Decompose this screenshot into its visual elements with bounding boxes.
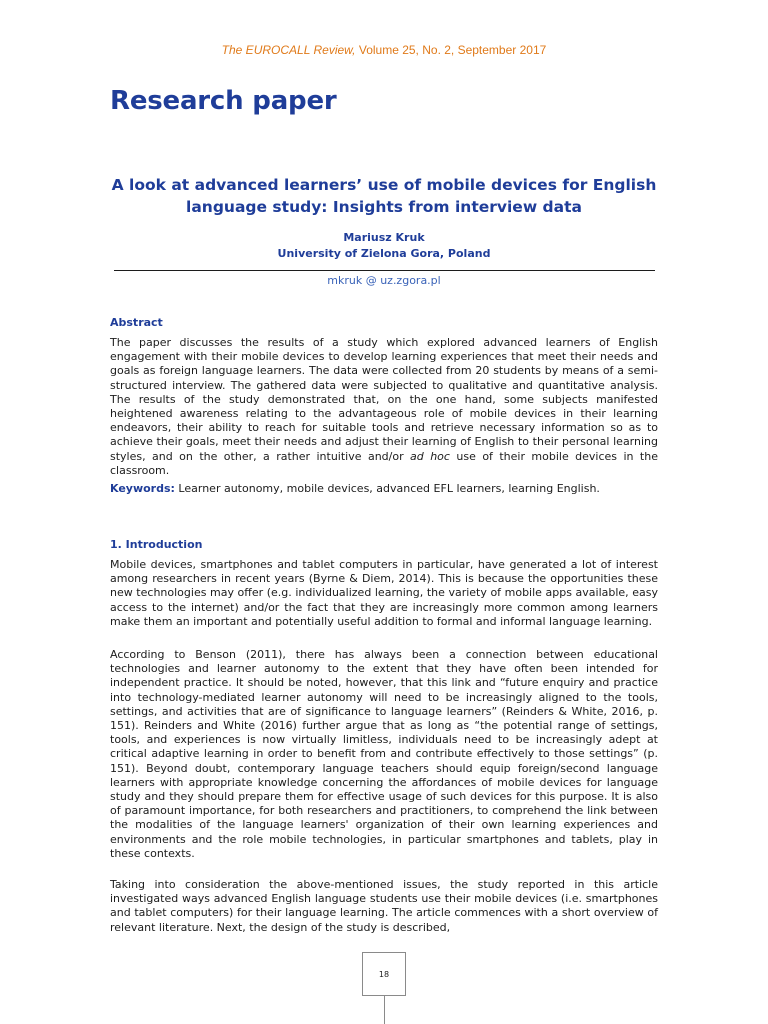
journal-name: The EUROCALL Review, xyxy=(221,43,356,57)
page-number-connector xyxy=(384,996,385,1024)
keywords xyxy=(110,482,658,496)
journal-header xyxy=(0,43,768,57)
intro-paragraph-3: Taking into consideration the above-mentioned issues, the study reported in this article investigated ways advanced English language students use their mobile devices (i.e. smartphones and tablet computers) for their language learning. The article commences with a short overview of relevant literature. Next, the design of the study is described, xyxy=(110,878,658,934)
abstract-heading: Abstract xyxy=(110,316,163,329)
author-affiliation: University of Zielona Gora, Poland xyxy=(277,247,491,260)
abstract-italic-text: ad hoc xyxy=(410,449,450,463)
intro-paragraph-2: According to Benson (2011), there has always been a connection between educational technologies and learner autonomy to the extent that they have often been intended for independent practice. It should be noted, however, that this link and “future enquiry and practice into technology-mediated learner autonomy will need to be increasingly aligned to the tools, settings, and activities that are of significance to language learners” (Reinders & White, 2016, p. 151). Reinders and White (2016) further argue that as long as “the potential range of settings, tools, and experiences is now virtually limitless, individuals need to be increasingly adept at critical adaptive learning in order to benefit from and contribute effectively to those settings” (p. 151). Beyond doubt, contemporary language teachers should equip foreign/second language learners with appropriate knowledge concerning the affordances of mobile devices for language study and they should prepare them for effective usage of such devices for this purpose. It is also of paramount importance, for both researchers and practitioners, to comprehend the link between the modalities of the language learners' organization of their own learning experiences and environments and the role mobile technologies, in particular smartphones and tablets, play in these contexts. xyxy=(110,648,658,860)
introduction-heading: 1. Introduction xyxy=(110,538,203,551)
divider-rule xyxy=(114,270,655,271)
author-name: Mariusz Kruk xyxy=(343,231,425,244)
abstract-text-main: The paper discusses the results of a study which explored advanced learners of English engagement with their mobile devices to develop learning experiences that meet their needs and goals as foreign language learners. The data were collected from 20 students by means of a semi-structured interview. The gathered data were subjected to qualitative and quantitative analysis. The results of the study demonstrated that, on the one hand, some subjects manifested heightened awareness relating to the advantageous role of mobile devices in their learning endeavors, their ability to reach for suitable tools and retrieve necessary information so as to achieve their goals, meet their needs and adjust their learning of English to their personal learning styles, and on the other, a rather intuitive and/or xyxy=(110,336,658,463)
keywords-text: Learner autonomy, mobile devices, advanced EFL learners, learning English. xyxy=(174,482,600,495)
keywords-label: Keywords: xyxy=(110,482,175,495)
author-email: mkruk @ uz.zgora.pl xyxy=(327,274,441,287)
abstract-text-end: use of their mobile devices in the classroom. xyxy=(110,449,658,477)
paper-type-heading: Research paper xyxy=(110,86,337,116)
paper-title: A look at advanced learners’ use of mobile devices for English language study: Insights from interview data xyxy=(111,176,657,216)
author-block xyxy=(0,230,768,262)
journal-issue: Volume 25, No. 2, September 2017 xyxy=(355,43,547,57)
page-number: 18 xyxy=(362,952,406,996)
intro-paragraph-1: Mobile devices, smartphones and tablet computers in particular, have generated a lot of interest among researchers in recent years (Byrne & Diem, 2014). This is because the opportunities these new technologies may offer (e.g. individualized learning, the variety of mobile apps available, easy access to the internet) and/or the fact that they are increasingly more common among learners make them an important and potentially useful addition to formal and informal language learning. xyxy=(110,558,658,628)
abstract-text xyxy=(110,336,658,478)
